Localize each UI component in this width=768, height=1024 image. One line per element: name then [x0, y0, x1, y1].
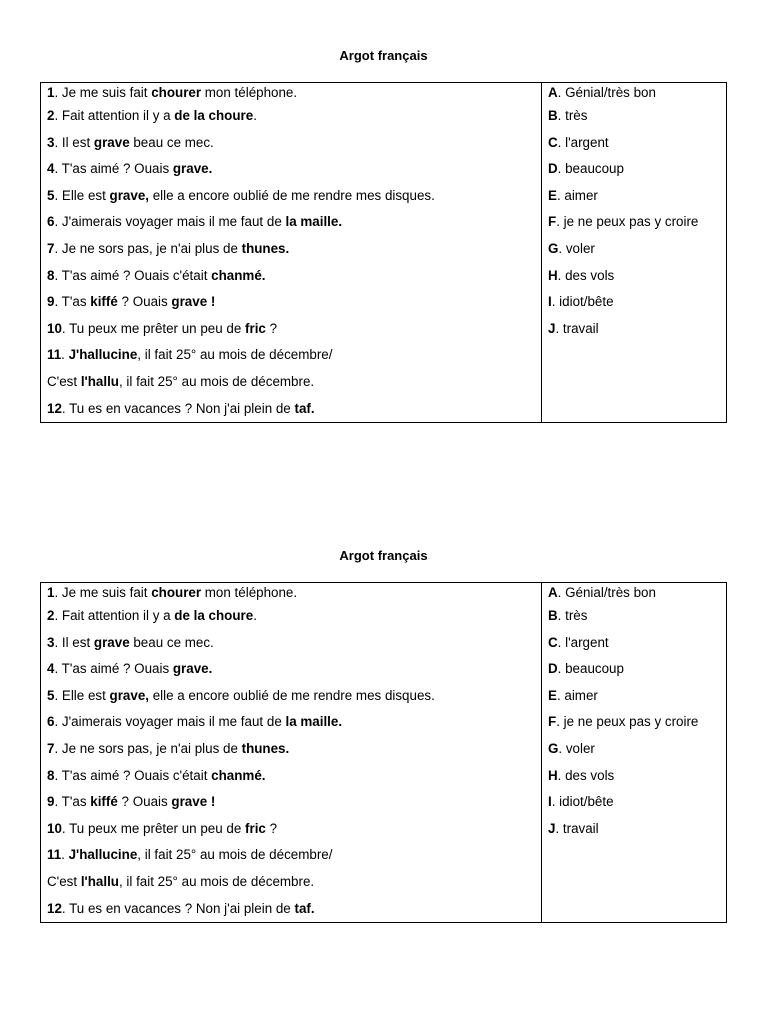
sentence-row: [47, 816, 541, 843]
sentence-row: [47, 896, 541, 923]
bold-fragment: la maille.: [285, 714, 343, 730]
meaning-row: [548, 209, 726, 236]
bold-fragment: 4: [47, 661, 55, 677]
meaning-row: [548, 789, 726, 816]
answer-letter: G: [548, 740, 559, 756]
bold-fragment: 10: [47, 820, 62, 836]
sentence-row: [47, 130, 541, 157]
bold-fragment: 3: [47, 134, 55, 150]
sentence-row: [47, 630, 541, 657]
answer-letter: C: [548, 134, 558, 150]
answer-letter: G: [548, 240, 559, 256]
answer-letter: E: [548, 187, 557, 203]
bold-fragment: 8: [47, 267, 55, 283]
meaning-row: [548, 83, 726, 103]
answer-letter: J: [548, 820, 556, 836]
answer-text: . travail: [555, 820, 599, 836]
bold-fragment: grave: [93, 134, 130, 150]
text-fragment: . Il est: [54, 634, 94, 650]
bold-fragment: 10: [47, 320, 62, 336]
sentence-row: [47, 789, 541, 816]
bold-fragment: fric: [245, 320, 266, 336]
bold-fragment: 4: [47, 161, 55, 177]
meaning-row: [548, 630, 726, 657]
sentence-column: [41, 583, 542, 922]
answer-text: . beaucoup: [557, 661, 624, 677]
text-fragment: , il fait 25° au mois de décembre.: [118, 373, 315, 389]
text-fragment: . Fait attention il y a: [54, 608, 175, 623]
bold-fragment: 1: [47, 585, 55, 600]
bold-fragment: grave !: [171, 294, 216, 310]
answer-letter: H: [548, 767, 558, 783]
sentence-row: [47, 763, 541, 790]
text-fragment: . Il est: [54, 134, 94, 150]
meaning-row: [548, 736, 726, 763]
text-fragment: ?: [265, 820, 278, 836]
bold-fragment: thunes.: [241, 740, 290, 756]
sentence-row: [47, 289, 541, 316]
bold-fragment: grave,: [109, 687, 149, 703]
bold-fragment: chanmé.: [211, 767, 266, 783]
bold-fragment: fric: [245, 820, 266, 836]
worksheet-copy: [40, 546, 727, 923]
text-fragment: C'est: [47, 873, 81, 889]
text-fragment: . T'as aimé ? Ouais: [54, 161, 173, 177]
meaning-row: [548, 103, 726, 130]
answer-letter: H: [548, 267, 558, 283]
text-fragment: . T'as aimé ? Ouais c'était: [54, 767, 212, 783]
bold-fragment: de la choure: [174, 108, 254, 123]
meaning-row: [548, 683, 726, 710]
sentence-row: [47, 396, 541, 423]
answer-letter: J: [548, 320, 556, 336]
bold-fragment: chanmé.: [211, 267, 266, 283]
meaning-row: [548, 709, 726, 736]
text-fragment: C'est: [47, 373, 81, 389]
sentence-row: [47, 263, 541, 290]
sentence-row: [47, 736, 541, 763]
meaning-column: [542, 583, 726, 922]
answer-text: . aimer: [556, 187, 598, 203]
answer-letter: I: [548, 794, 552, 810]
text-fragment: . Tu es en vacances ? Non j'ai plein de: [61, 400, 295, 416]
bold-fragment: 3: [47, 634, 55, 650]
sentence-column: [41, 83, 542, 422]
text-fragment: . J'aimerais voyager mais il me faut de: [54, 214, 286, 230]
bold-fragment: l'hallu: [80, 373, 119, 389]
bold-fragment: 1: [47, 85, 55, 100]
sentence-row: [47, 316, 541, 343]
text-fragment: .: [253, 608, 257, 623]
bold-fragment: grave.: [172, 661, 213, 677]
text-fragment: mon téléphone.: [201, 585, 298, 600]
meaning-row: [548, 763, 726, 790]
text-fragment: , il fait 25° au mois de décembre/: [137, 847, 333, 863]
answer-letter: F: [548, 714, 557, 730]
bold-fragment: 8: [47, 767, 55, 783]
answer-text: . l'argent: [557, 134, 609, 150]
bold-fragment: 12: [47, 400, 62, 416]
text-fragment: . Je me suis fait: [54, 85, 152, 100]
meaning-row: [548, 656, 726, 683]
text-fragment: . Elle est: [54, 687, 110, 703]
answer-letter: I: [548, 294, 552, 310]
answer-letter: C: [548, 634, 558, 650]
bold-fragment: de la choure: [174, 608, 254, 623]
bold-fragment: grave,: [109, 187, 149, 203]
sentence-row: [47, 209, 541, 236]
meaning-row: [548, 156, 726, 183]
text-fragment: . J'aimerais voyager mais il me faut de: [54, 714, 286, 730]
text-fragment: ?: [265, 320, 278, 336]
sentence-row: [47, 842, 541, 869]
text-fragment: . Elle est: [54, 187, 110, 203]
bold-fragment: 7: [47, 740, 55, 756]
text-fragment: .: [61, 847, 69, 863]
meaning-row: [548, 130, 726, 157]
sentence-row: [47, 103, 541, 130]
bold-fragment: kiffé: [90, 794, 118, 810]
bold-fragment: J'hallucine: [68, 347, 138, 363]
text-fragment: , il fait 25° au mois de décembre.: [118, 873, 315, 889]
answer-text: . Génial/très bon: [557, 85, 656, 100]
answer-text: . Génial/très bon: [557, 585, 656, 600]
text-fragment: elle a encore oublié de me rendre mes disques.: [148, 187, 435, 203]
answer-letter: E: [548, 687, 557, 703]
text-fragment: .: [61, 347, 69, 363]
answer-letter: B: [548, 608, 558, 623]
bold-fragment: la maille.: [285, 214, 343, 230]
text-fragment: . Fait attention il y a: [54, 108, 175, 123]
meaning-row: [548, 603, 726, 630]
answer-letter: D: [548, 161, 558, 177]
answer-text: . voler: [558, 240, 595, 256]
sentence-row: [47, 709, 541, 736]
bold-fragment: 7: [47, 240, 55, 256]
sentence-row: [47, 656, 541, 683]
bold-fragment: grave !: [171, 794, 216, 810]
text-fragment: . T'as aimé ? Ouais: [54, 661, 173, 677]
answer-letter: A: [548, 85, 558, 100]
sentence-row: [47, 183, 541, 210]
worksheet: [40, 46, 727, 423]
bold-fragment: 9: [47, 294, 55, 310]
answer-text: . l'argent: [557, 634, 609, 650]
meaning-row: [548, 263, 726, 290]
sentence-row: [47, 683, 541, 710]
answer-text: . idiot/bête: [551, 294, 614, 310]
answer-letter: A: [548, 585, 558, 600]
text-fragment: . Je me suis fait: [54, 585, 152, 600]
text-fragment: beau ce mec.: [129, 634, 214, 650]
bold-fragment: chourer: [151, 85, 202, 100]
sentence-row: [47, 236, 541, 263]
sentence-row: [47, 603, 541, 630]
text-fragment: , il fait 25° au mois de décembre/: [137, 347, 333, 363]
bold-fragment: thunes.: [241, 240, 290, 256]
answer-letter: D: [548, 661, 558, 677]
meaning-row: [548, 816, 726, 843]
answer-text: . très: [557, 108, 588, 123]
answer-text: . des vols: [557, 267, 615, 283]
meaning-row: [548, 583, 726, 603]
bold-fragment: 2: [47, 108, 55, 123]
text-fragment: elle a encore oublié de me rendre mes disques.: [148, 687, 435, 703]
answer-text: . idiot/bête: [551, 794, 614, 810]
answer-letter: B: [548, 108, 558, 123]
answer-text: . travail: [555, 320, 599, 336]
bold-fragment: 9: [47, 794, 55, 810]
text-fragment: beau ce mec.: [129, 134, 214, 150]
sentence-row: [47, 156, 541, 183]
bold-fragment: grave.: [172, 161, 213, 177]
answer-text: . beaucoup: [557, 161, 624, 177]
text-fragment: . T'as aimé ? Ouais c'était: [54, 267, 212, 283]
sentence-row: [47, 83, 541, 103]
bold-fragment: 11: [47, 347, 62, 363]
meaning-row: [548, 183, 726, 210]
page-title: Argot français: [339, 48, 428, 63]
text-fragment: . Je ne sors pas, je n'ai plus de: [54, 740, 242, 756]
answer-text: . je ne peux pas y croire: [556, 714, 699, 730]
sentence-row: [47, 869, 541, 896]
answer-text: . très: [557, 608, 588, 623]
bold-fragment: taf.: [294, 900, 315, 916]
bold-fragment: grave: [93, 634, 130, 650]
sentence-row: [47, 342, 541, 369]
bold-fragment: 5: [47, 687, 55, 703]
bold-fragment: J'hallucine: [68, 847, 138, 863]
answer-text: . voler: [558, 740, 595, 756]
sentence-row: [47, 369, 541, 396]
page-title: Argot français: [339, 548, 428, 563]
bold-fragment: 11: [47, 847, 62, 863]
sentence-row: [47, 583, 541, 603]
bold-fragment: chourer: [151, 585, 202, 600]
answer-text: . je ne peux pas y croire: [556, 214, 699, 230]
bold-fragment: 5: [47, 187, 55, 203]
bold-fragment: 12: [47, 900, 62, 916]
text-fragment: . Tu peux me prêter un peu de: [61, 320, 246, 336]
meaning-row: [548, 289, 726, 316]
bold-fragment: l'hallu: [80, 873, 119, 889]
meaning-row: [548, 316, 726, 343]
text-fragment: mon téléphone.: [201, 85, 298, 100]
text-fragment: . Tu peux me prêter un peu de: [61, 820, 246, 836]
text-fragment: . T'as: [54, 794, 91, 810]
answer-text: . des vols: [557, 767, 615, 783]
bold-fragment: taf.: [294, 400, 315, 416]
meaning-column: [542, 83, 726, 422]
text-fragment: . Tu es en vacances ? Non j'ai plein de: [61, 900, 295, 916]
text-fragment: . Je ne sors pas, je n'ai plus de: [54, 240, 242, 256]
bold-fragment: 6: [47, 714, 55, 730]
text-fragment: ? Ouais: [117, 294, 172, 310]
bold-fragment: 2: [47, 608, 55, 623]
answer-letter: F: [548, 214, 557, 230]
exercise-table: [40, 82, 727, 423]
text-fragment: . T'as: [54, 294, 91, 310]
bold-fragment: 6: [47, 214, 55, 230]
meaning-row: [548, 236, 726, 263]
bold-fragment: kiffé: [90, 294, 118, 310]
exercise-table: [40, 582, 727, 923]
answer-text: . aimer: [556, 687, 598, 703]
text-fragment: ? Ouais: [117, 794, 172, 810]
text-fragment: .: [253, 108, 257, 123]
